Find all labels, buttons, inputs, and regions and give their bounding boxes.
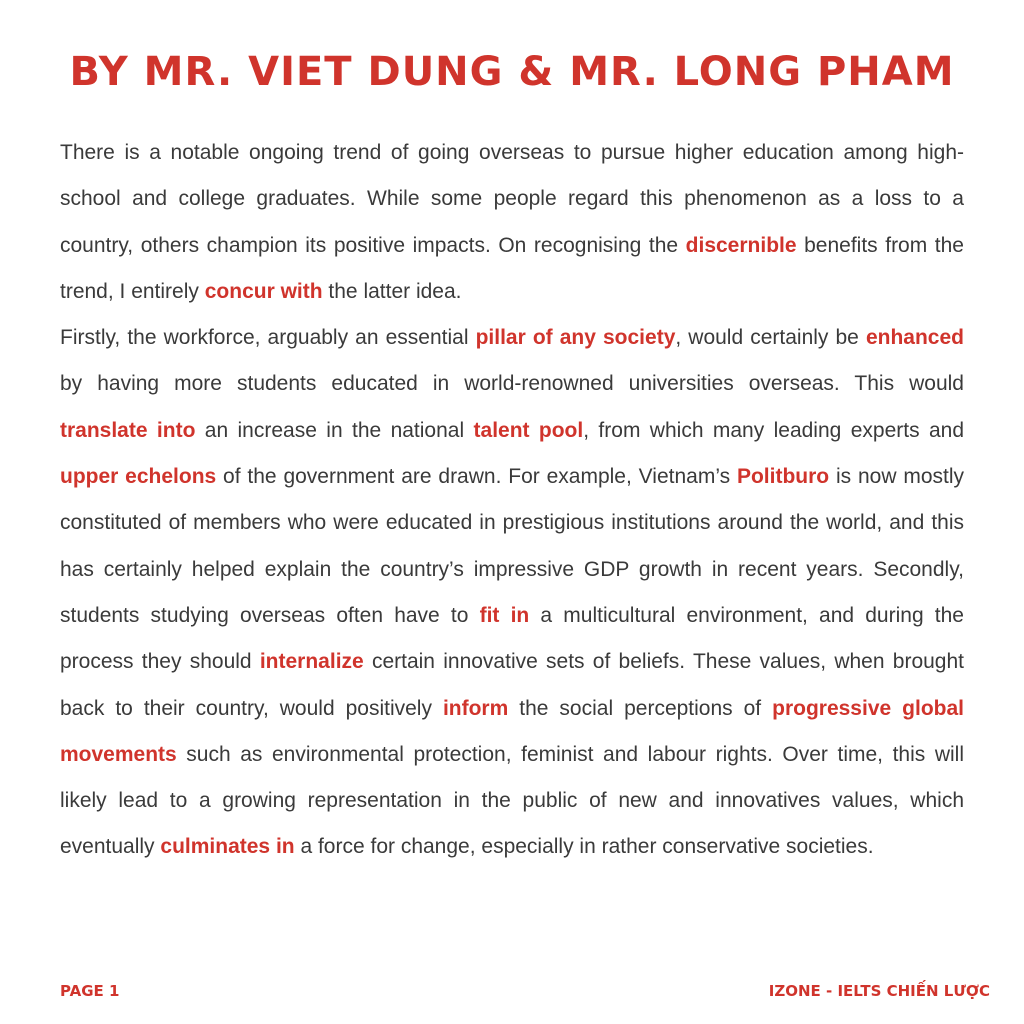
paragraph-text: a force for change, especially in rather conservative societies. [294, 835, 874, 859]
paragraph-1 [60, 130, 964, 315]
highlighted-term: discernible [685, 233, 797, 257]
page-title: BY MR. VIET DUNG & MR. LONG PHAM [69, 49, 955, 95]
highlighted-term: pillar of any society [475, 326, 676, 350]
highlighted-term: talent pool [473, 418, 584, 442]
paragraph-text: the social perceptions of [508, 696, 773, 720]
paragraph-text: is now mostly constituted of members who were educated in prestigious institutions around the world, and this has certainly helped explain the country’s impressive GDP growth in recent years. Secondly, students studying overseas often have to [60, 465, 964, 627]
highlighted-term: Politburo [736, 465, 830, 489]
highlighted-term: translate into [60, 418, 196, 442]
brand-footer: IZONE - IELTS CHIẾN LƯỢC [768, 982, 990, 1000]
highlighted-term: progressive global movements [60, 696, 964, 766]
paragraph-text: certain innovative sets of beliefs. These values, when brought back to their country, would positively [60, 650, 965, 720]
highlighted-term: enhanced [865, 326, 964, 350]
paragraph-text: the latter idea. [322, 279, 462, 303]
paragraph-text: Firstly, the workforce, arguably an essential [60, 326, 476, 350]
highlighted-term: internalize [259, 650, 364, 674]
paragraph-2 [60, 315, 964, 871]
paragraph-text: of the government are drawn. For example, Vietnam’s [216, 465, 737, 489]
paragraph-text: an increase in the national [195, 418, 474, 442]
highlighted-term: fit in [479, 603, 530, 627]
paragraph-text: such as environmental protection, feminist and labour rights. Over time, this will likely lead to a growing representation in the public of new and innovatives values, which eventually [60, 742, 964, 859]
highlighted-term: concur with [204, 279, 323, 303]
paragraph-text: by having more students educated in world-renowned universities overseas. This would [60, 372, 964, 396]
highlighted-term: upper echelons [60, 465, 217, 489]
paragraph-text: , from which many leading experts and [583, 418, 964, 442]
paragraph-text: , would certainly be [675, 326, 866, 350]
essay-body [60, 130, 964, 871]
paragraph-text: a multicultural environment, and during the process they should [60, 603, 964, 674]
highlighted-term: inform [442, 696, 509, 720]
page-number: PAGE 1 [60, 982, 120, 1000]
highlighted-term: culminates in [160, 835, 295, 859]
paragraph-text: benefits from the trend, I entirely [60, 233, 964, 303]
paragraph-text: There is a notable ongoing trend of going overseas to pursue higher education among high-school and college graduates. While some people regard this phenomenon as a loss to a country, others champion its positive impacts. On recognising the [60, 141, 964, 257]
